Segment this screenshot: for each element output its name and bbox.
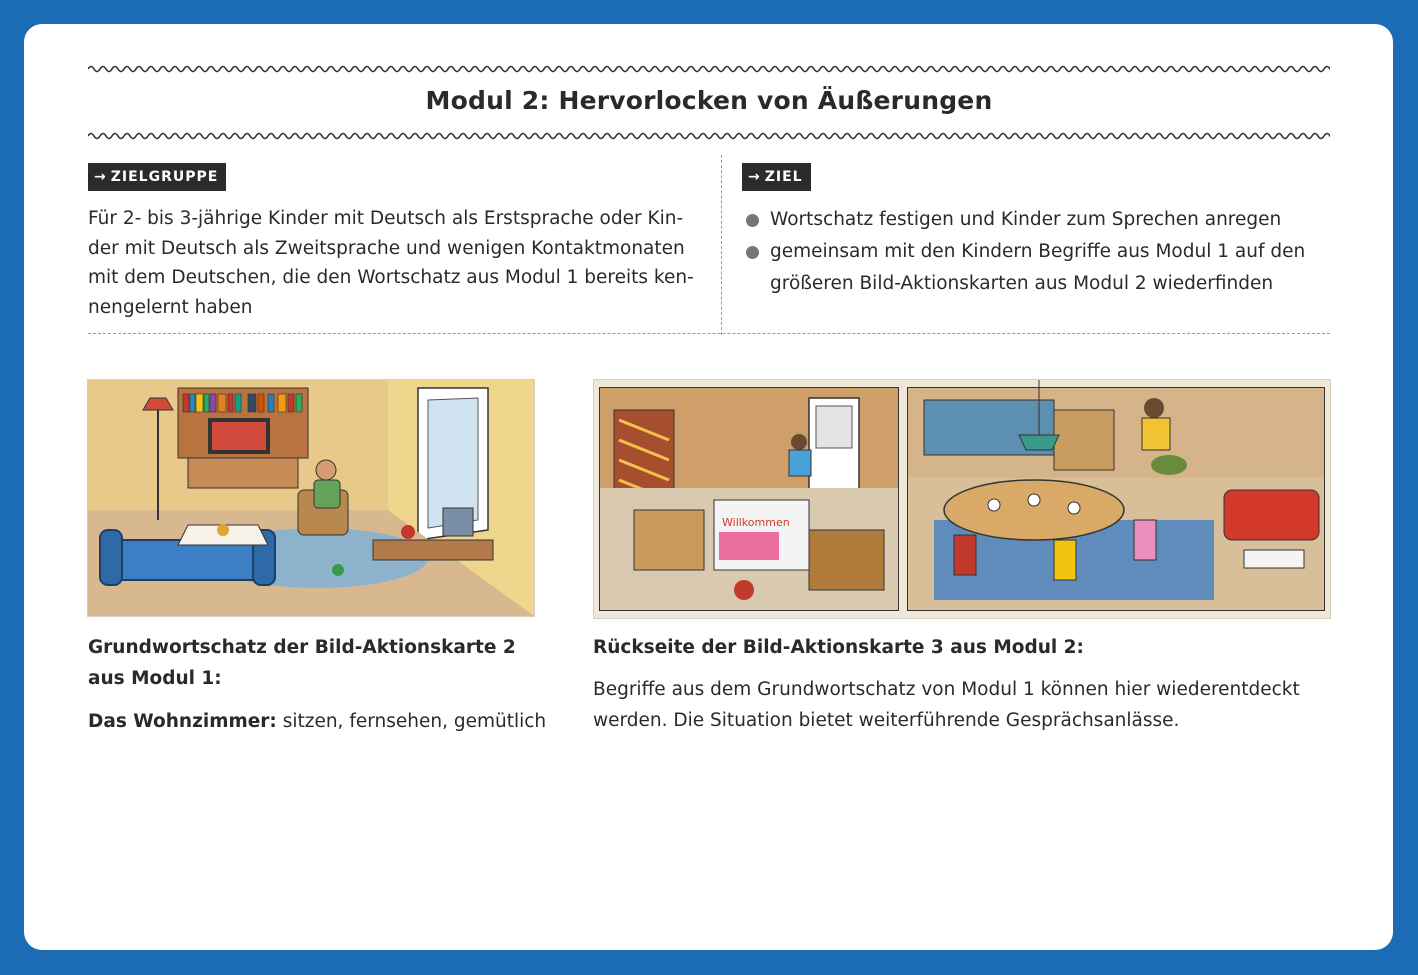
left-term <box>88 706 568 737</box>
bottom-wavy-rule <box>88 131 1330 141</box>
zielgruppe-line: der mit Deutsch als Zweitsprache und wenigen Kontaktmonaten <box>88 237 685 259</box>
apartment-illustration <box>593 379 1331 619</box>
left-caption-line: Grundwortschatz der Bild-Aktionskarte 2 <box>88 637 516 658</box>
column-divider <box>721 155 722 335</box>
right-text <box>593 674 1333 736</box>
welcome-sign-text: Willkommen <box>722 516 790 529</box>
left-caption <box>88 632 558 694</box>
bullet-icon <box>746 214 759 227</box>
page-title: Modul 2: Hervorlocken von Äußerungen <box>425 86 993 115</box>
ziel-list <box>744 204 1344 300</box>
zielgruppe-line: nengelernt haben <box>88 296 253 318</box>
left-caption-line: aus Modul 1: <box>88 668 222 689</box>
living-room-scene <box>88 380 534 616</box>
bullet-icon <box>746 246 759 259</box>
zielgruppe-text <box>88 204 718 322</box>
zielgruppe-tag-label: ZIELGRUPPE <box>110 169 219 185</box>
living-room-illustration <box>87 379 535 617</box>
ziel-tag-label: ZIEL <box>764 169 803 185</box>
right-text-line: werden. Die Situation bietet weiterführende Gesprächsanlässe. <box>593 710 1180 731</box>
ziel-item: Wortschatz festigen und Kinder zum Sprechen anregen <box>744 204 1344 236</box>
term-text: sitzen, fernsehen, gemütlich <box>276 711 547 732</box>
arrow-right-icon: → <box>748 169 761 185</box>
section-divider <box>88 333 1330 334</box>
ziel-item-continuation: größeren Bild-Aktionskarten aus Modul 2 wiederfinden <box>770 273 1274 294</box>
ziel-tag <box>742 163 811 191</box>
top-wavy-rule <box>88 64 1330 74</box>
zielgruppe-line: Für 2- bis 3-jährige Kinder mit Deutsch als Erstsprache oder Kin- <box>88 208 684 229</box>
right-caption: Rückseite der Bild-Aktionskarte 3 aus Modul 2: <box>593 637 1084 658</box>
zielgruppe-tag <box>88 163 226 191</box>
apartment-scene <box>594 380 1330 618</box>
right-text-line: Begriffe aus dem Grundwortschatz von Modul 1 können hier wiederentdeckt <box>593 679 1300 700</box>
zielgruppe-line: mit dem Deutschen, die den Wortschatz aus Modul 1 bereits ken- <box>88 267 694 288</box>
ziel-item: gemeinsam mit den Kindern Begriffe aus Modul 1 auf den <box>744 236 1344 268</box>
page-card <box>24 24 1393 950</box>
term-label: Das Wohnzimmer: <box>88 711 277 732</box>
arrow-right-icon: → <box>94 169 107 185</box>
